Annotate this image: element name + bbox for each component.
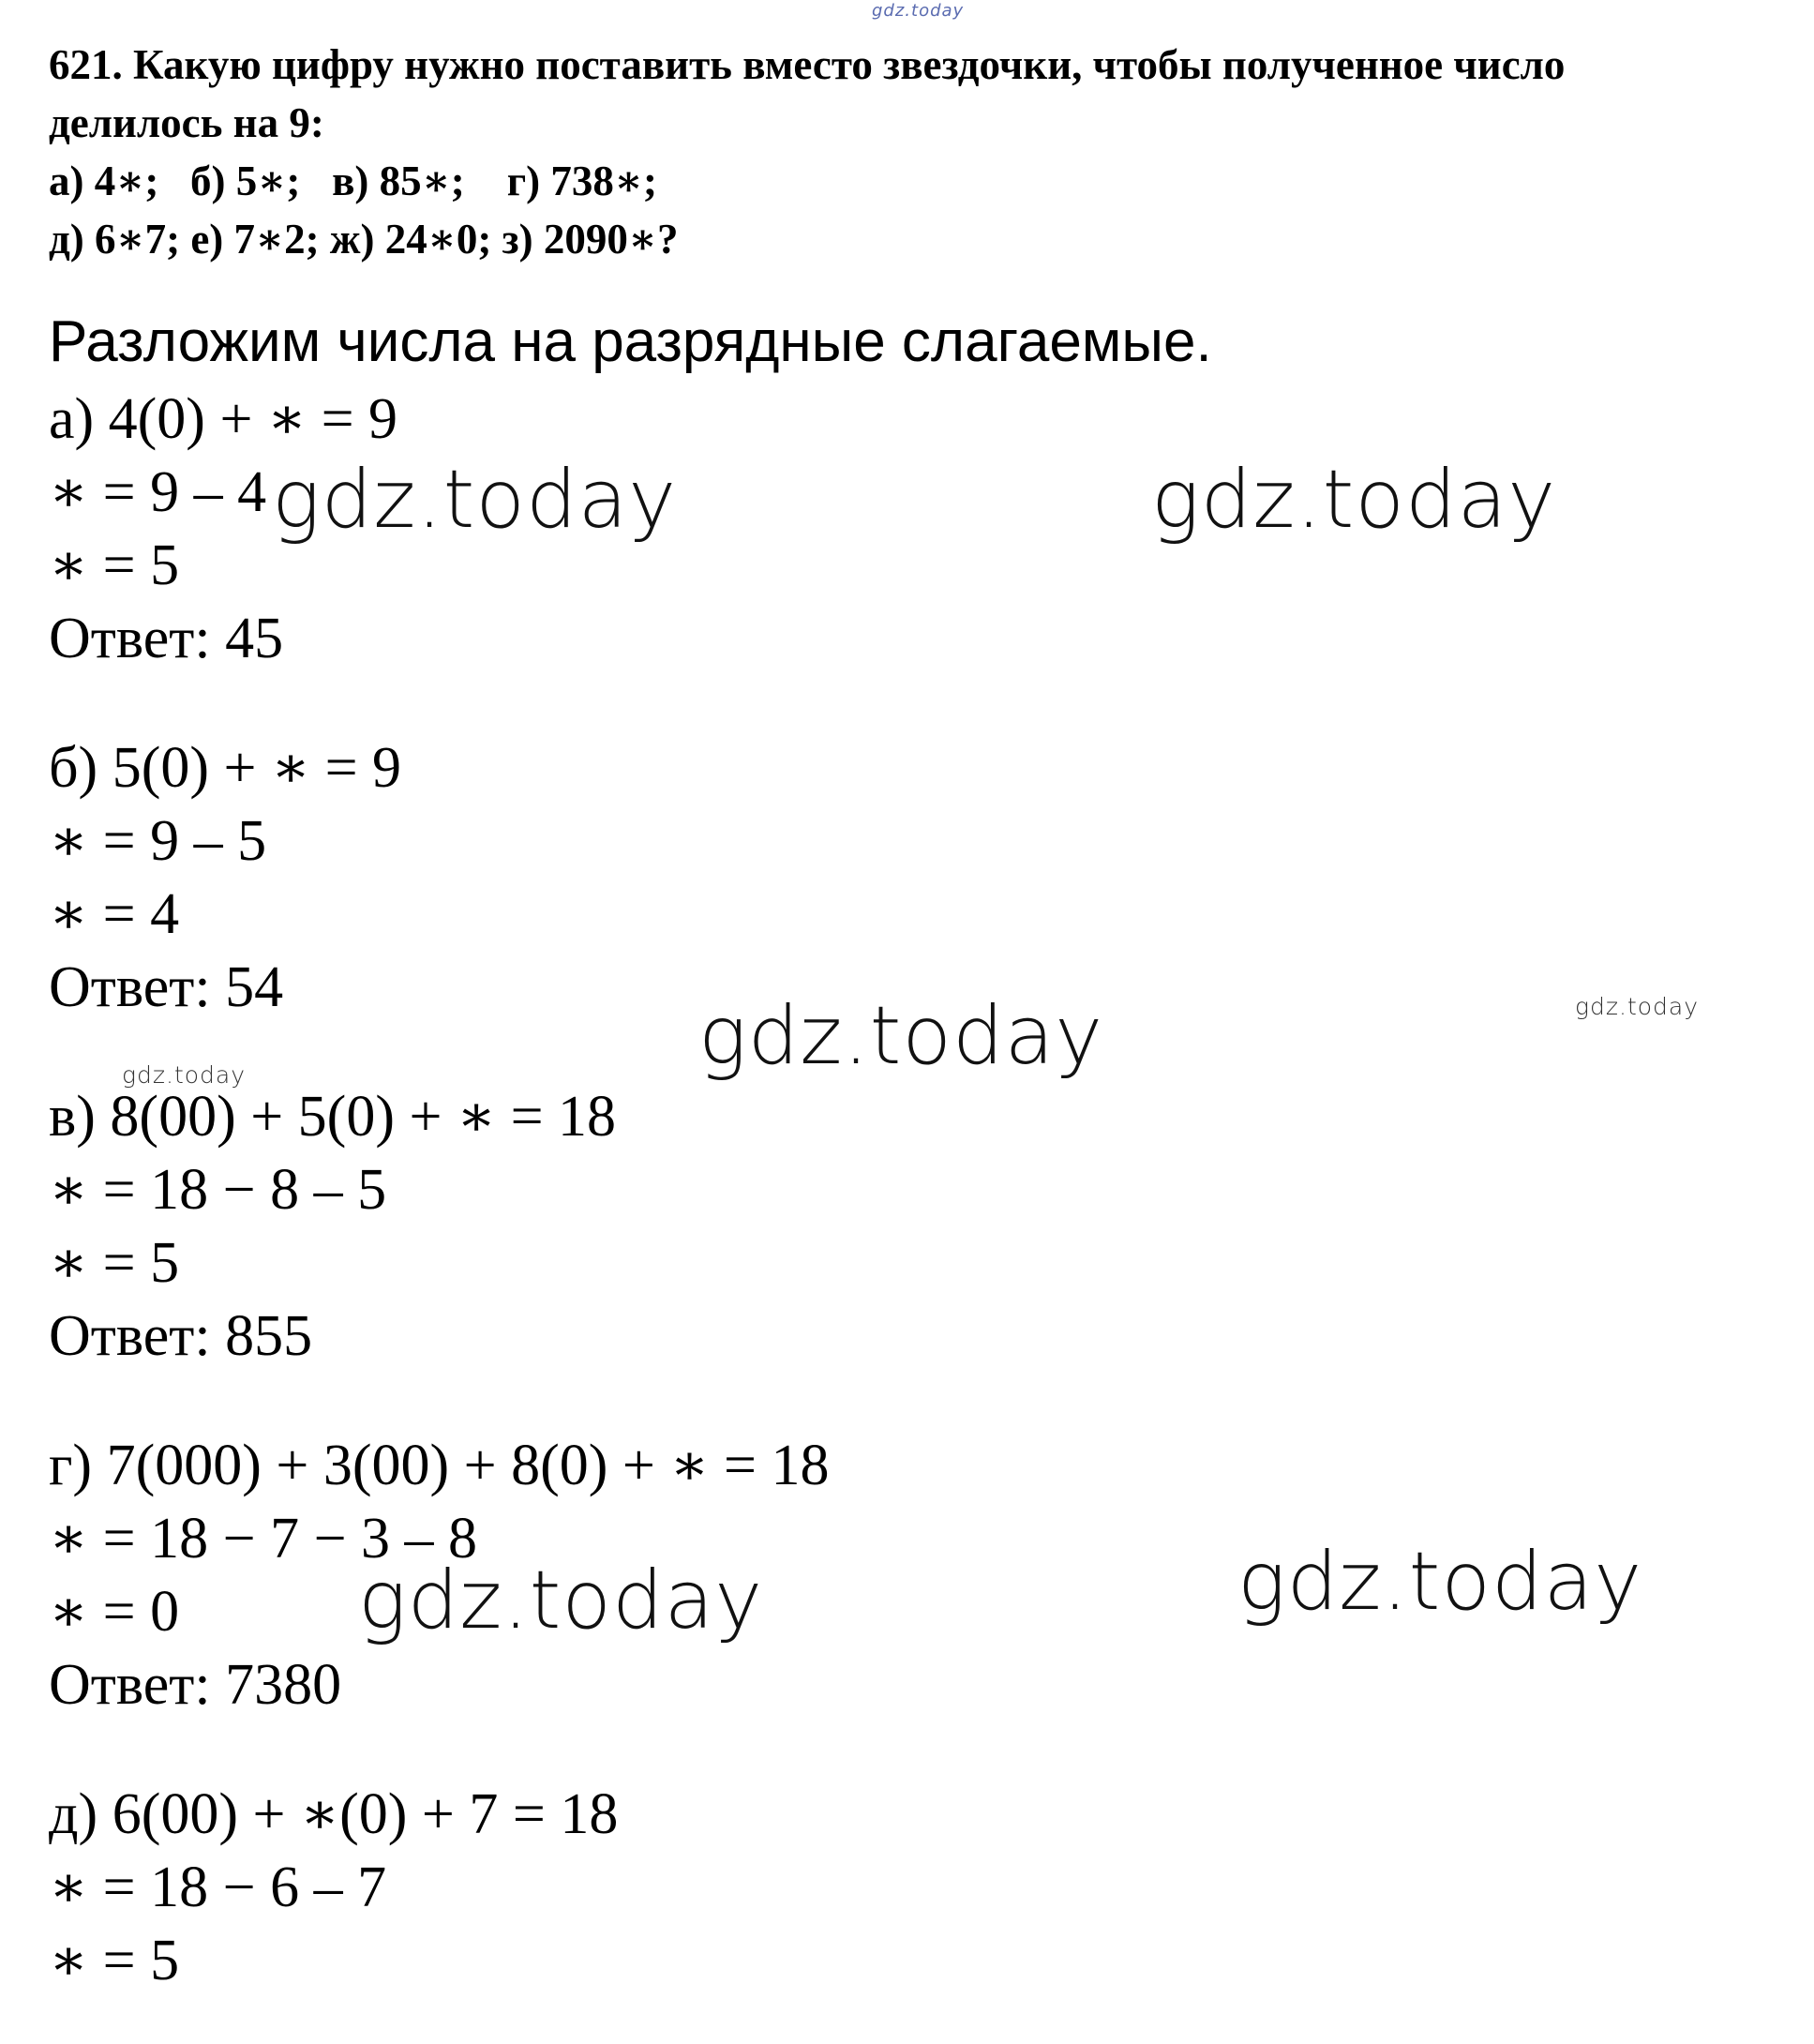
- solution-line: ∗ = 5: [49, 1929, 180, 1992]
- watermark-small: gdz.today: [1575, 993, 1700, 1020]
- solution-line: а) 4(0) + ∗ = 9: [49, 387, 398, 451]
- solution-line: в) 8(00) + 5(0) + ∗ = 18: [49, 1085, 617, 1149]
- answer-line: Ответ: 7380: [49, 1653, 342, 1717]
- watermark-large: gdz.today: [1151, 453, 1557, 547]
- problem-statement: [49, 36, 1565, 268]
- solution-line: ∗ = 9 – 4: [49, 460, 267, 524]
- watermark-large: gdz.today: [1237, 1535, 1643, 1629]
- solution-line: б) 5(0) + ∗ = 9: [49, 736, 402, 800]
- solution-v: [49, 1080, 616, 1373]
- solution-line: ∗ = 18 − 7 − 3 – 8: [49, 1507, 478, 1571]
- solution-intro: Разложим числа на разрядные слагаемые.: [49, 309, 1212, 374]
- solution-line: ∗ = 4: [49, 882, 180, 946]
- solution-b: [49, 731, 401, 1024]
- answer-line: Ответ: 45: [49, 607, 284, 670]
- solution-line: ∗ = 18 − 8 – 5: [49, 1158, 387, 1222]
- problem-line: 621. Какую цифру нужно поставить вместо звездочки, чтобы полученное число: [49, 41, 1566, 88]
- watermark-small: gdz.today: [122, 1061, 247, 1089]
- solution-line: д) 6(00) + ∗(0) + 7 = 18: [49, 1782, 619, 1846]
- problem-line: а) 4∗; б) 5∗; в) 85∗; г) 738∗;: [49, 158, 657, 204]
- solution-line: ∗ = 18 − 6 – 7: [49, 1856, 387, 1919]
- problem-line: делилось на 9:: [49, 99, 324, 146]
- answer-line: Ответ: 54: [49, 955, 284, 1019]
- problem-line: д) 6∗7; е) 7∗2; ж) 24∗0; з) 2090∗?: [49, 216, 679, 263]
- solution-line: ∗ = 5: [49, 1231, 180, 1295]
- watermark-large: gdz.today: [358, 1554, 764, 1647]
- watermark-top: gdz.today: [872, 1, 965, 21]
- solution-d: [49, 1778, 618, 1997]
- solution-line: ∗ = 9 – 5: [49, 809, 267, 873]
- watermark-large: gdz.today: [272, 453, 678, 547]
- answer-line: Ответ: 855: [49, 1304, 313, 1368]
- watermark-large: gdz.today: [698, 989, 1104, 1083]
- solution-line: ∗ = 5: [49, 534, 180, 597]
- solution-line: ∗ = 0: [49, 1580, 180, 1644]
- solution-line: г) 7(000) + 3(00) + 8(0) + ∗ = 18: [49, 1434, 830, 1497]
